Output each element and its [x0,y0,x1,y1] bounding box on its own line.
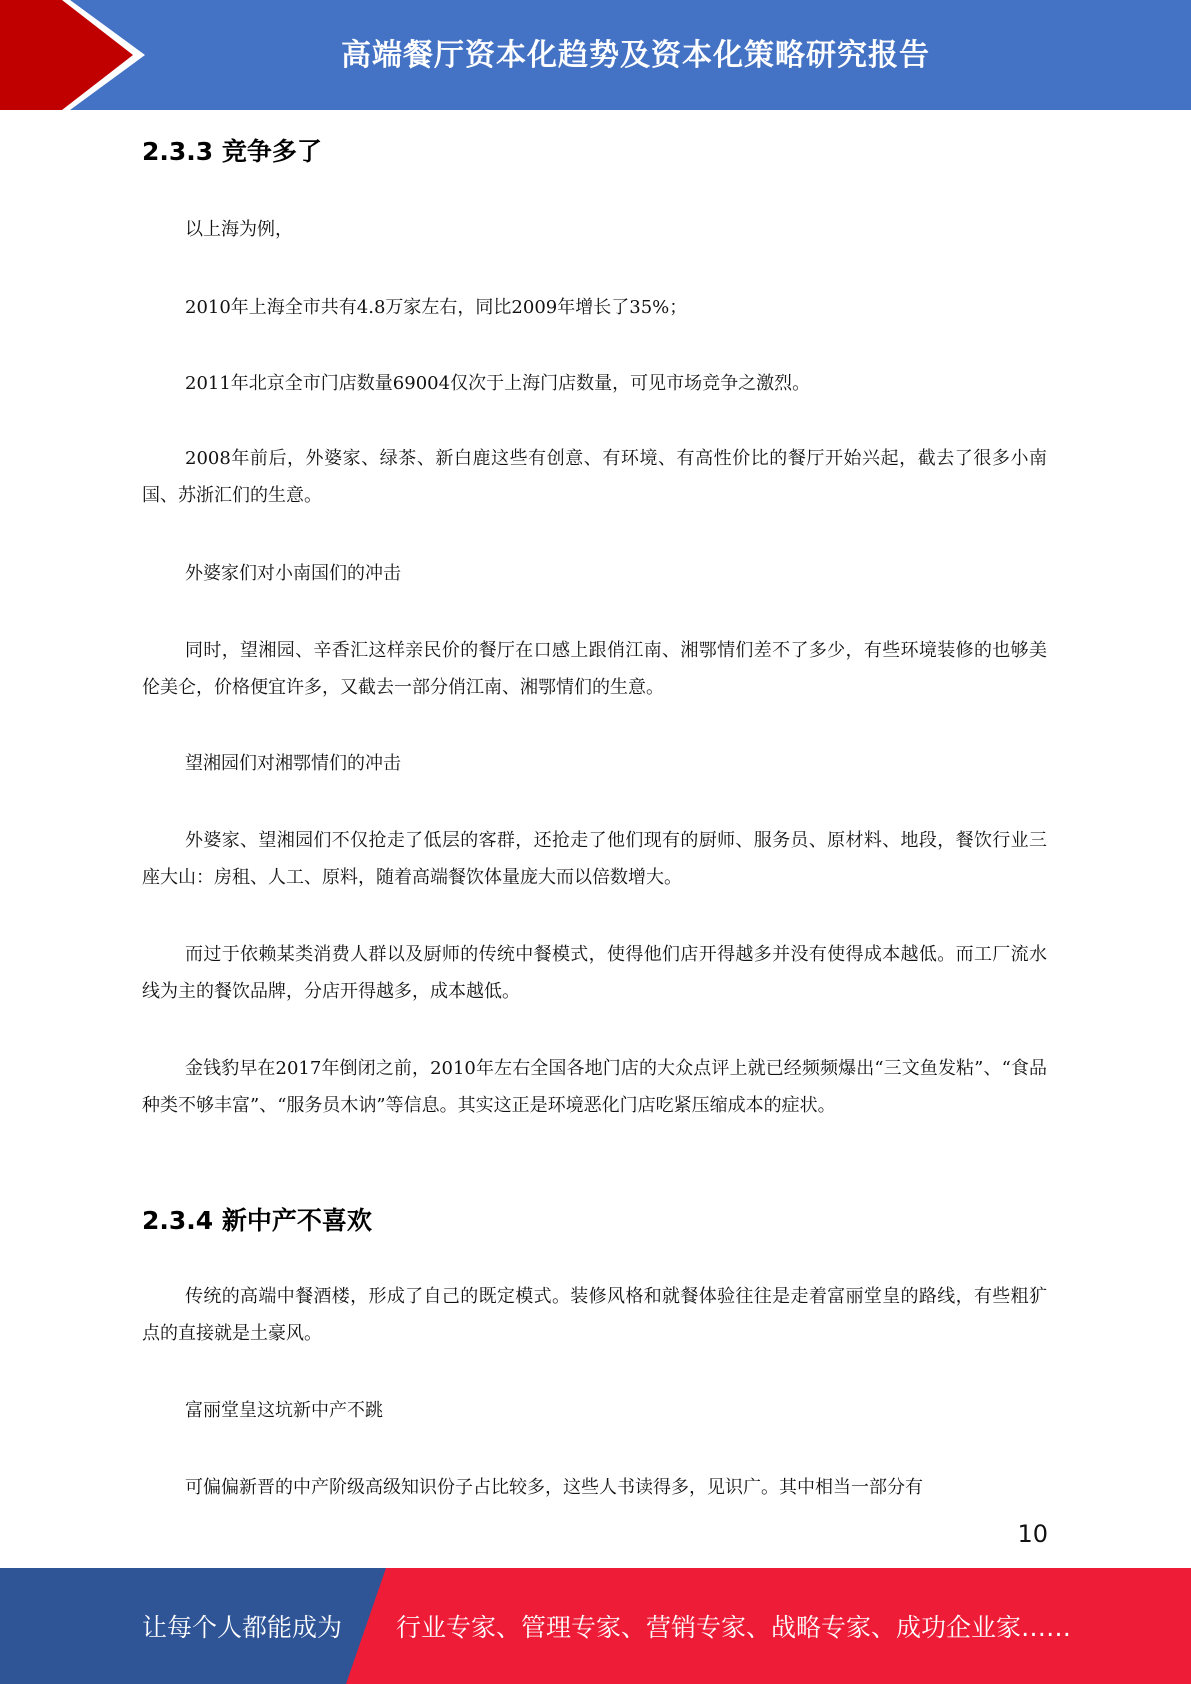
section-heading: 2.3.3 竞争多了 [142,137,322,166]
footer-slogan-left: 让每个人都能成为 [142,1613,343,1642]
caption: 外婆家们对小南国们的冲击 [185,563,401,584]
paragraph: 可偏偏新晋的中产阶级高级知识份子占比较多，这些人书读得多，见识广。其中相当一部分有 [185,1477,923,1498]
footer-banner [0,1568,1191,1684]
page-number: 10 [1017,1520,1048,1548]
section-heading: 2.3.4 新中产不喜欢 [142,1206,372,1235]
paragraph: 而过于依赖某类消费人群以及厨师的传统中餐模式，使得他们店开得越多并没有使得成本越低。而工厂流水线为主的餐饮品牌，分店开得越多，成本越低。 [142,944,1047,1002]
paragraph: 同时，望湘园、辛香汇这样亲民价的餐厅在口感上跟俏江南、湘鄂情们差不了多少，有些环境装修的也够美伦美仑，价格便宜许多，又截去一部分俏江南、湘鄂情们的生意。 [142,640,1047,698]
paragraph: 以上海为例， [185,219,293,240]
report-title: 高端餐厅资本化趋势及资本化策略研究报告 [341,38,930,73]
paragraph: 传统的高端中餐酒楼，形成了自己的既定模式。装修风格和就餐体验往往是走着富丽堂皇的路线，有些粗犷点的直接就是土豪风。 [142,1286,1047,1344]
footer-slogan-right: 行业专家、管理专家、营销专家、战略专家、成功企业家…… [396,1613,1072,1642]
caption: 富丽堂皇这坑新中产不跳 [185,1400,383,1421]
paragraph: 2011年北京全市门店数量69004仅次于上海门店数量，可见市场竞争之激烈。 [185,373,811,394]
caption: 望湘园们对湘鄂情们的冲击 [185,753,401,774]
paragraph: 外婆家、望湘园们不仅抢走了低层的客群，还抢走了他们现有的厨师、服务员、原材料、地段，餐饮行业三座大山：房租、人工、原料，随着高端餐饮体量庞大而以倍数增大。 [142,830,1047,888]
paragraph: 2010年上海全市共有4.8万家左右，同比2009年增长了35%； [185,297,688,318]
paragraph: 金钱豹早在2017年倒闭之前，2010年左右全国各地门店的大众点评上就已经频频爆出“三文鱼发粘”、“食品种类不够丰富”、“服务员木讷”等信息。其实这正是环境恶化门店吃紧压缩成本的症状。 [142,1058,1047,1116]
header-bar [0,0,1191,110]
paragraph: 2008年前后，外婆家、绿茶、新白鹿这些有创意、有环境、有高性价比的餐厅开始兴起，截去了很多小南国、苏浙汇们的生意。 [142,448,1047,506]
